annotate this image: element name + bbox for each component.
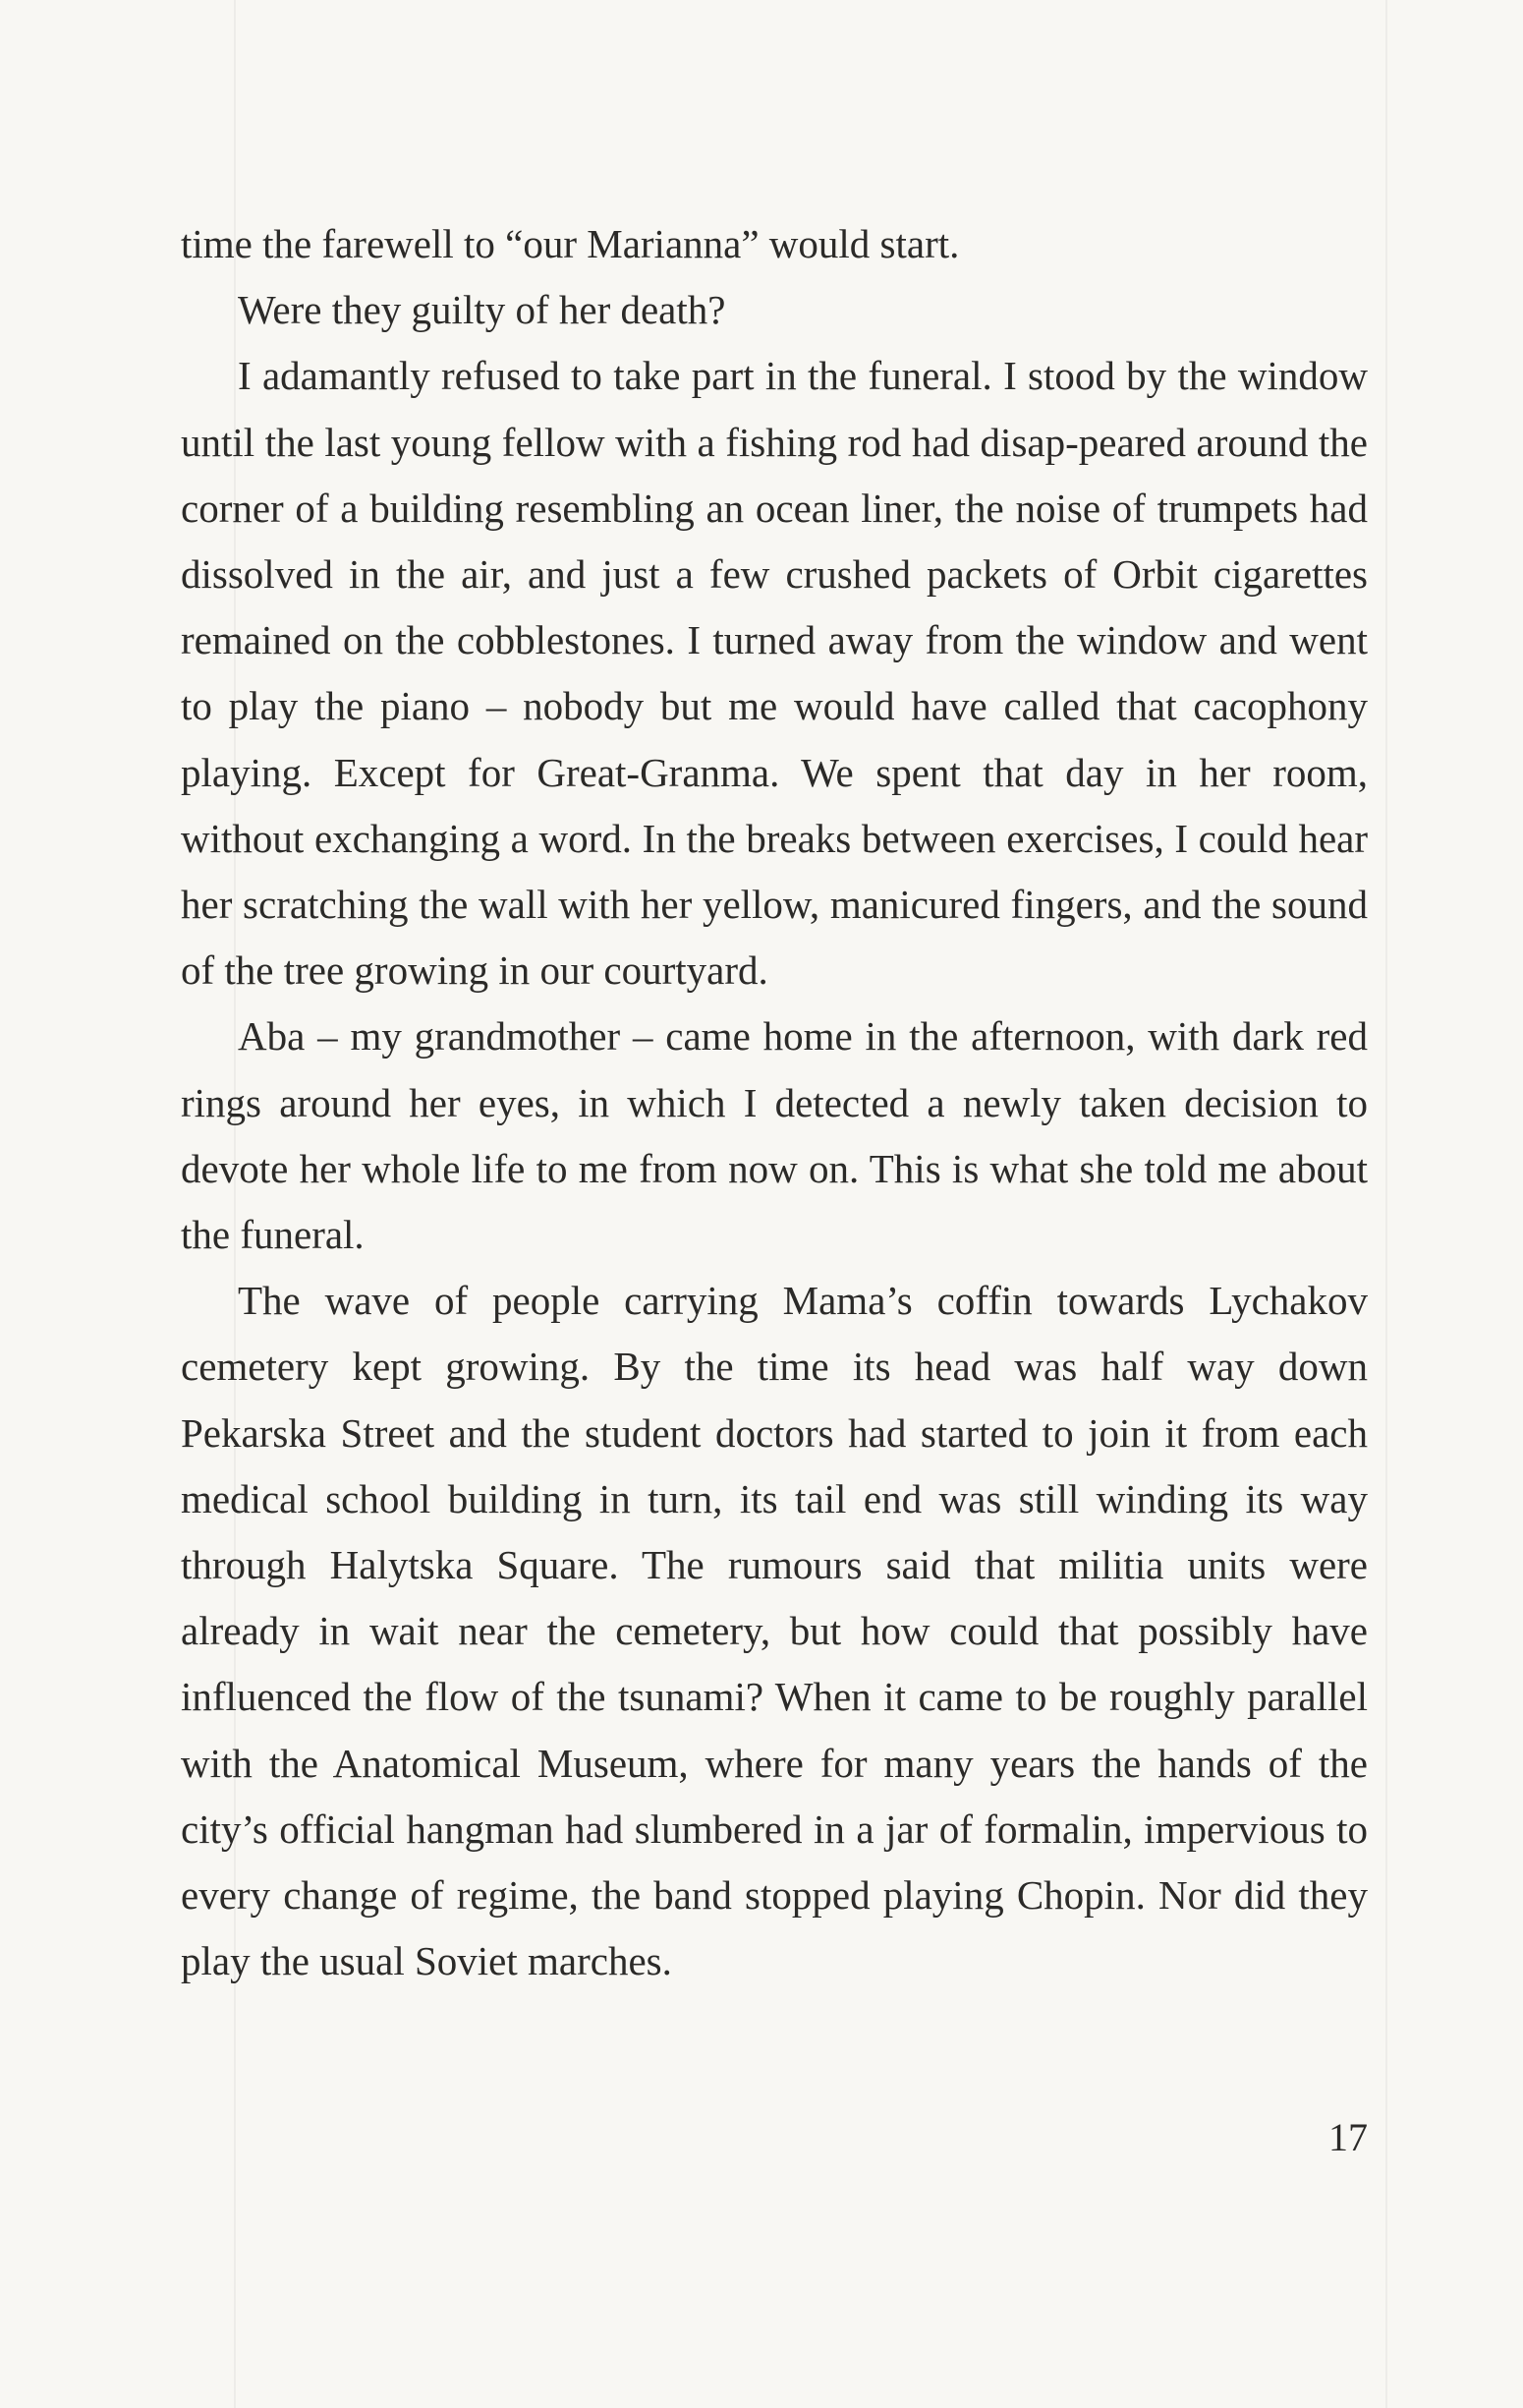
body-text	[181, 211, 1368, 1994]
paragraph: The wave of people carrying Mama’s coffin towards Lychakov cemetery kept growing. By the time its head was half way down Pekarska Street and the student doctors had started to join it from each medical school building in turn, its tail end was still winding its way through Halytska Square. The rumours said that militia units were already in wait near the cemetery, but how could that possibly have influenced the flow of the tsunami? When it came to be roughly parallel with the Anatomical Museum, where for many years the hands of the city’s official hangman had slumbered in a jar of formalin, impervious to every change of regime, the band stopped playing Chopin. Nor did they play the usual Soviet marches.	[181, 1278, 1368, 1984]
paragraph: I adamantly refused to take part in the funeral. I stood by the window until the last young fellow with a fishing rod had disap-peared around the corner of a building resembling an ocean liner, the noise of trumpets had dissolved in the air, and just a few crushed packets of Orbit cigarettes remained on the cobblestones. I turned away from the window and went to play the piano – nobody but me would have called that cacophony playing. Except for Great-Granma. We spent that day in her room, without exchanging a word. In the breaks between exercises, I could hear her scratching the wall with her yellow, manicured fingers, and the sound of the tree growing in our courtyard.	[181, 353, 1368, 994]
paragraph: Aba – my grandmother – came home in the afternoon, with dark red rings around her eyes, in which I detected a newly taken decision to devote her whole life to me from now on. This is what she told me about the funeral.	[181, 1013, 1368, 1258]
paragraph: time the farewell to “our Marianna” would start.	[181, 221, 960, 266]
scan-shadow-line	[1385, 0, 1387, 2408]
paragraph: Were they guilty of her death?	[238, 287, 726, 333]
page-number: 17	[1328, 2115, 1368, 2159]
